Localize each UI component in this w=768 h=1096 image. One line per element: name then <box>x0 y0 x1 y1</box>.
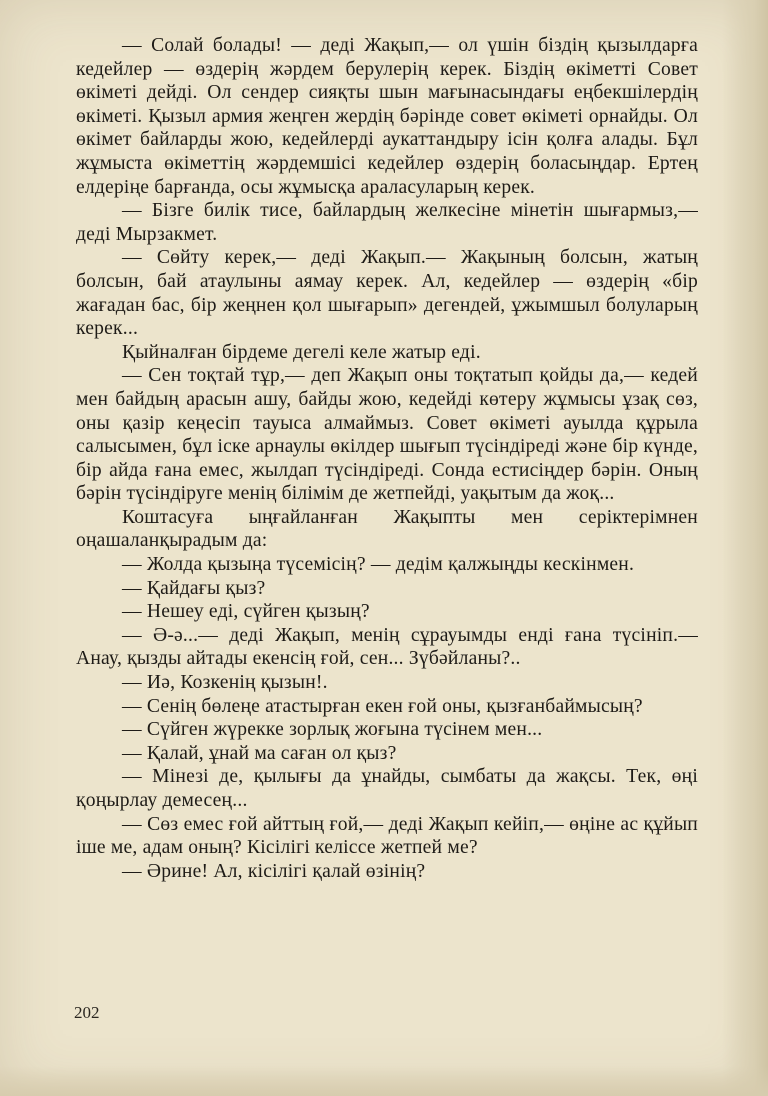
paragraph: — Мінезі де, қылығы да ұнайды, сымбаты да жақсы. Тек, өңі қоңырлау демесең... <box>76 766 698 811</box>
paragraph: — Жолда қызыңа түсемісің? — дедім қалжыңды кескінмен. <box>122 554 635 576</box>
page-edge-shadow <box>722 0 768 1096</box>
paragraph: — Сөйту керек,— деді Жақып.— Жақының болсын, жатың болсын, бай атаулыны аямау керек. Ал, кедейлер — өздерің «бір жағадан бас, бір жеңнен қол шығарып» дегендей, ұжымшыл болуларың керек... <box>76 247 698 340</box>
page-bottom-shadow <box>0 1066 768 1096</box>
paragraph: — Сүйген жүрекке зорлық жоғына түсінем мен... <box>122 719 543 741</box>
paragraph: — Қалай, ұнай ма саған ол қыз? <box>122 742 397 764</box>
paragraph: — Ә-ә...— деді Жақып, менің сұрауымды енді ғана түсініп.— Анау, қызды айтады екенсің ғой, сен... Зүбәйланы?.. <box>76 624 698 670</box>
paragraph: Қыйналған бірдеме дегелі келе жатыр еді. <box>122 341 481 363</box>
paragraph: — Әрине! Ал, кісілігі қалай өзінің? <box>122 860 426 882</box>
paragraph: — Нешеу еді, сүйген қызың? <box>122 601 370 623</box>
paragraph: — Қайдағы қыз? <box>122 577 266 599</box>
paragraph: — Бізге билік тисе, байлардың желкесіне мінетін шығармыз,— деді Мырзакмет. <box>76 200 698 245</box>
paragraph: — Сенің бөлеңе атастырған екен ғой оны, қызғанбаймысың? <box>122 695 643 717</box>
paragraph: Коштасуға ыңғайланған Жақыпты мен серіктерімнен оңашаланқырадым да: <box>76 506 698 552</box>
paragraph: — Солай болады! — деді Жақып,— ол үшін біздің қызылдарға кедейлер — өздерің жәрдем берулерің керек. Біздің өкіметті Совет өкіметі дейді. Ол сендер сияқты шын мағынасындағы еңбекшілердің өкіметі. Қызыл армия жеңген жердің бәрінде совет өкіметі орнайды. Ол өкімет байларды жою, кедейлерді аукаттандыру ісін қолға алады. Бұл жұмыста өкіметтің жәрдемшісі кедейлер өздерің боласыңдар. Ертең елдеріңе барғанда, осы жұмысқа араласуларың керек. <box>76 35 698 198</box>
paragraph: — Иә, Козкенің қызын!. <box>122 672 328 694</box>
page-number: 202 <box>74 1003 100 1022</box>
paragraph: — Сөз емес ғой айттың ғой,— деді Жақып кейіп,— өңіне ас құйып іше ме, адам оның? Кісілігі келіссе жетпей ме? <box>76 813 698 859</box>
page-body-text <box>76 34 698 883</box>
paragraph: — Сен тоқтай тұр,— деп Жақып оны тоқтатып қойды да,— кедей мен байдың арасын ашу, байды жою, кедейді көтеру жұмысы ұзақ сөз, оны қазір кеңесіп тауыса алмаймыз. Совет өкіметі ауылда құрыла салысымен, бұл іске арнаулы өкілдер шығып түсіндіреді және бір күнде, бір айда ғана емес, жылдап түсіндіреді. Сонда естисіңдер бәрін. Оның бәрін түсіндіруге менің білімім де жетпейді, уақытым да жоқ... <box>76 365 698 505</box>
